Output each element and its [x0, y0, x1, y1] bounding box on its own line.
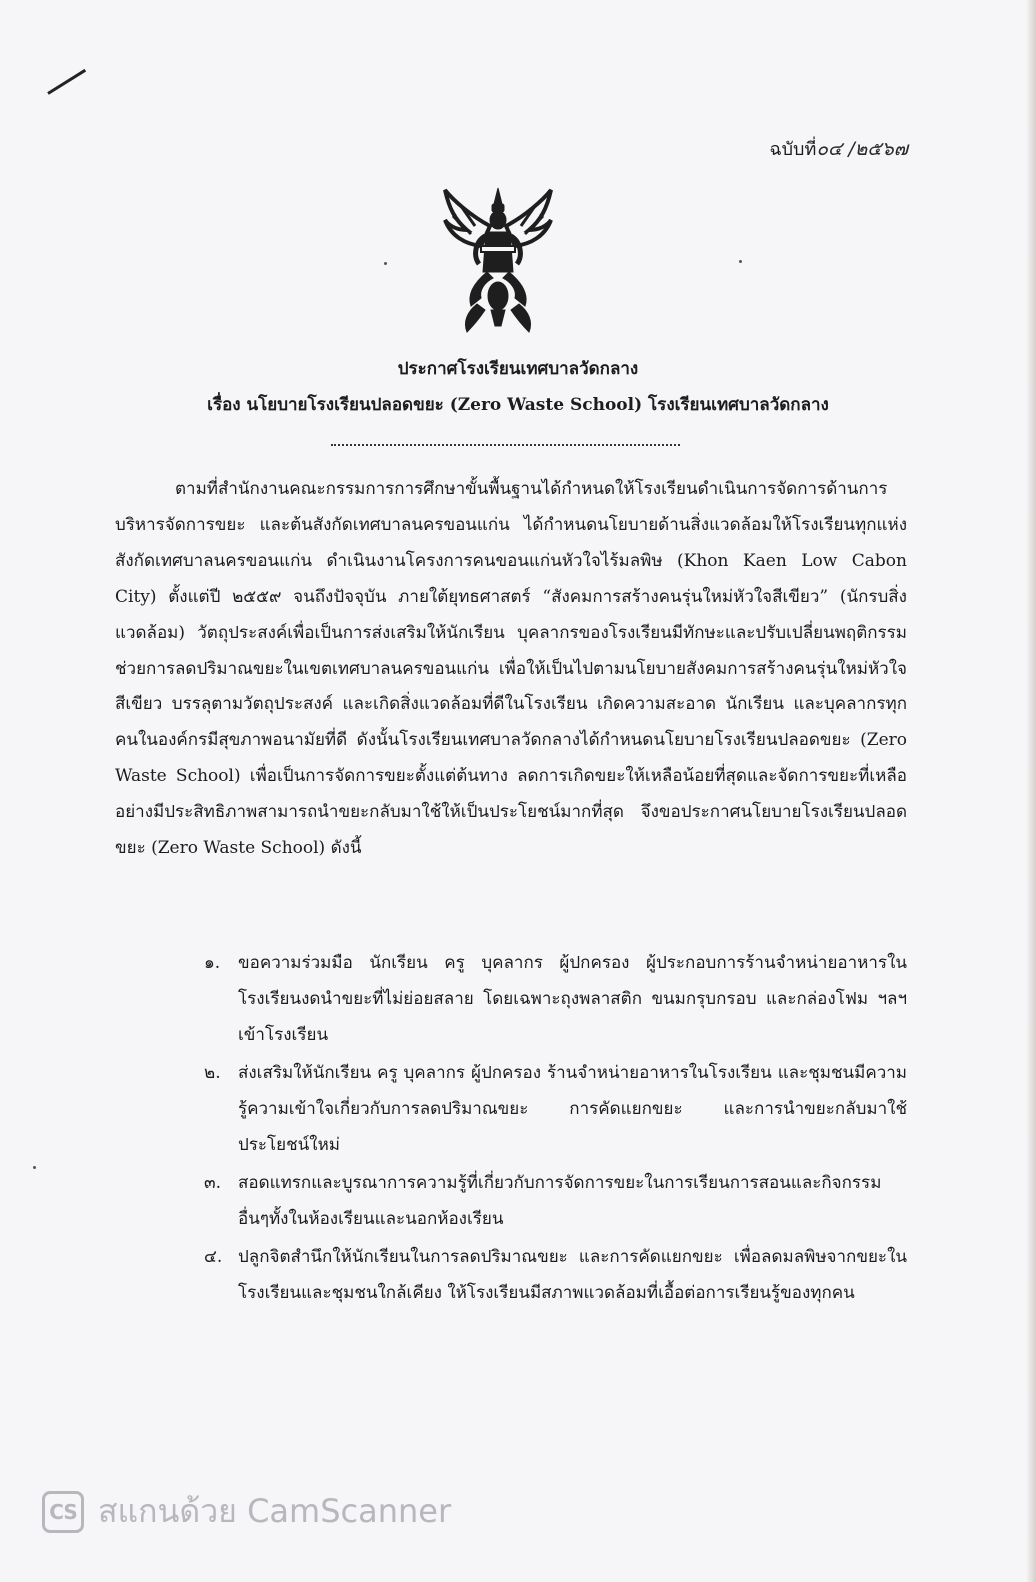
pen-mark: [47, 69, 86, 95]
garuda-emblem-icon: [441, 186, 555, 336]
document-number: [769, 134, 908, 164]
body-paragraph-text: ตามที่สำนักงานคณะกรรมการการศึกษาขั้นพื้นฐานได้กำหนดให้โรงเรียนดำเนินการจัดการด้านการบริหารจัดการขยะ และต้นสังกัดเทศบาลนครขอนแก่น ได้กำหนดนโยบายด้านสิ่งแวดล้อมให้โรงเรียนทุกแห่งสังกัดเทศบาลนครขอนแก่น ดำเนินงานโครงการคนขอนแก่นหัวใจไร้มลพิษ (Khon Kaen Low Cabon City) ตั้งแต่ปี ๒๕๕๙ จนถึงปัจจุบัน ภายใต้ยุทธศาสตร์ “สังคมการสร้างคนรุ่นใหม่หัวใจสีเขียว” (นักรบสิ่งแวดล้อม) วัตถุประสงค์เพื่อเป็นการส่งเสริมให้นักเรียน บุคลากรของโรงเรียนมีทักษะและปรับเปลี่ยนพฤติกรรมช่วยการลดปริมาณขยะในเขตเทศบาลนครขอนแก่น เพื่อให้เป็นไปตามนโยบายสังคมการสร้างคนรุ่นใหม่หัวใจสีเขียว บรรลุตามวัตถุประสงค์ และเกิดสิ่งแวดล้อมที่ดีในโรงเรียน เกิดความสะอาด นักเรียน และบุคลากรทุกคนในองค์กรมีสุขภาพอนามัยที่ดี ดังนั้นโรงเรียนเทศบาลวัดกลางได้กำหนดนโยบายโรงเรียนปลอดขยะ (Zero Waste School) เพื่อเป็นการจัดการขยะตั้งแต่ต้นทาง ลดการเกิดขยะให้เหลือน้อยที่สุดและจัดการขยะที่เหลืออย่างมีประสิทธิภาพสามารถนำขยะกลับมาใช้ให้เป็นประโยชน์มากที่สุด จึงขอประกาศนโยบายโรงเรียนปลอดขยะ (Zero Waste School) ดังนี้: [115, 479, 907, 859]
dotted-divider: [331, 444, 680, 446]
document-number-handwritten: ๐๔ /๒๕๖๗: [816, 138, 908, 160]
scan-speck: [384, 262, 387, 265]
policy-number: ๒.: [204, 1063, 221, 1083]
policy-item: [204, 1239, 907, 1311]
camscanner-logo-icon: CS: [42, 1491, 84, 1533]
page-edge-shadow: [1026, 0, 1036, 1582]
policy-number: ๑.: [204, 953, 221, 973]
camscanner-watermark: [42, 1486, 451, 1537]
body-paragraph: [115, 472, 907, 867]
policy-item: [204, 1055, 907, 1163]
policy-item: [204, 945, 907, 1053]
policy-text: สอดแทรกและบูรณาการความรู้ที่เกี่ยวกับการจัดการขยะในการเรียนการสอนและกิจกรรมอื่นๆทั้งในห้องเรียนและนอกห้องเรียน: [238, 1173, 882, 1229]
policy-text: ปลูกจิตสำนึกให้นักเรียนในการลดปริมาณขยะ และการคัดแยกขยะ เพื่อลดมลพิษจากขยะในโรงเรียนและชุมชนใกล้เคียง ให้โรงเรียนมีสภาพแวดล้อมที่เอื้อต่อการเรียนรู้ของทุกคน: [238, 1247, 907, 1303]
policy-number: ๔.: [204, 1247, 223, 1267]
policy-text: ขอความร่วมมือ นักเรียน ครู บุคลากร ผู้ปกครอง ผู้ประกอบการร้านจำหน่ายอาหารในโรงเรียนงดนำขยะที่ไม่ย่อยสลาย โดยเฉพาะถุงพลาสติก ขนมกรุบกรอบ และกล่องโฟม ฯลฯ เข้าโรงเรียน: [238, 953, 907, 1045]
policy-item: [204, 1165, 907, 1237]
announcement-title: ประกาศโรงเรียนเทศบาลวัดกลาง: [397, 359, 639, 379]
scan-speck: [33, 1166, 36, 1169]
announcement-subject: เรื่อง นโยบายโรงเรียนปลอดขยะ (Zero Waste School) โรงเรียนเทศบาลวัดกลาง: [207, 395, 829, 415]
document-number-label: ฉบับที่: [769, 139, 817, 160]
watermark-text: สแกนด้วย CamScanner: [98, 1492, 452, 1530]
policy-list: [204, 945, 907, 1313]
policy-number: ๓.: [204, 1173, 222, 1193]
scan-speck: [739, 260, 742, 263]
policy-text: ส่งเสริมให้นักเรียน ครู บุคลากร ผู้ปกครอง ร้านจำหน่ายอาหารในโรงเรียน และชุมชนมีความรู้ความเข้าใจเกี่ยวกับการลดปริมาณขยะ การคัดแยกขยะ และการนำขยะกลับมาใช้ประโยชน์ใหม่: [238, 1063, 907, 1155]
